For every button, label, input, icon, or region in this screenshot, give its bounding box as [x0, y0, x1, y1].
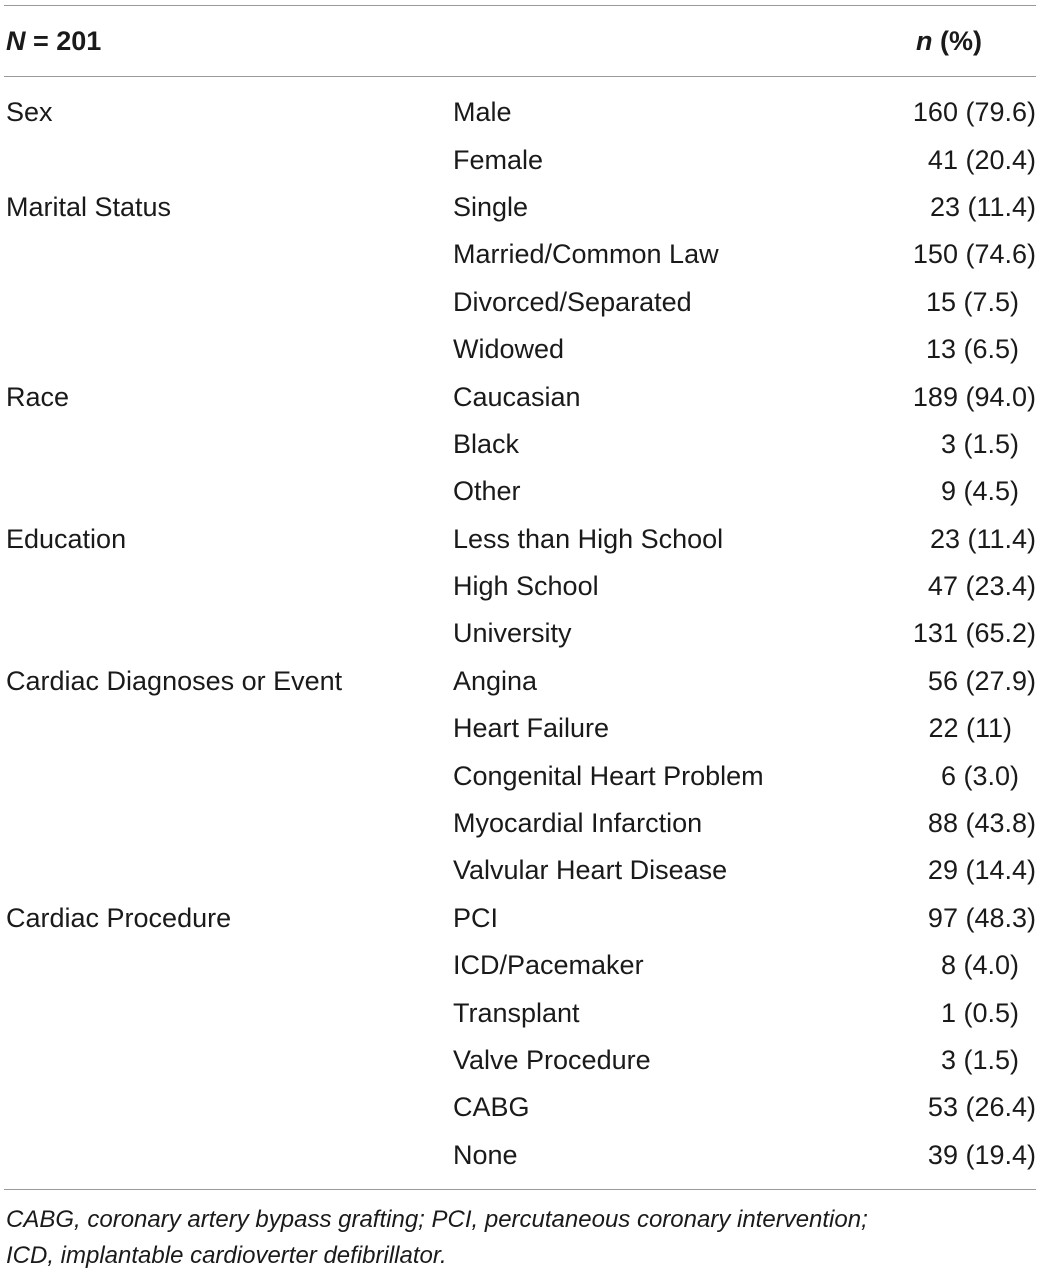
sample-size-value: = 201: [25, 25, 102, 56]
table-row: [4, 326, 1036, 373]
row-category: Cardiac Diagnoses or Event: [6, 665, 343, 696]
table-row: [4, 1037, 1036, 1084]
row-value: 9 (4.5): [940, 476, 1019, 507]
row-item: PCI: [453, 902, 499, 933]
row-item: Valvular Heart Disease: [453, 855, 728, 886]
row-item: Black: [453, 428, 520, 459]
table-row: [4, 1084, 1036, 1131]
table-header-row: [4, 6, 1036, 76]
table-row: [4, 800, 1036, 847]
row-item: Heart Failure: [453, 713, 610, 744]
row-category: Marital Status: [6, 191, 172, 222]
row-value: 15 (7.5): [925, 286, 1019, 317]
row-category: Sex: [6, 97, 53, 128]
row-value: 23 (11.4): [929, 523, 1036, 554]
row-item: None: [453, 1139, 518, 1170]
table-row: [4, 563, 1036, 610]
table-row: [4, 231, 1036, 278]
row-value: 53 (26.4): [927, 1092, 1036, 1123]
row-value: 22 (11): [928, 713, 1012, 744]
row-item: ICD/Pacemaker: [453, 950, 644, 981]
row-value: 6 (3.0): [940, 760, 1019, 791]
table-row: [4, 610, 1036, 657]
table-row: [4, 279, 1036, 326]
demographics-table: [4, 5, 1036, 1274]
row-value: 88 (43.8): [927, 808, 1036, 839]
row-item: Female: [453, 144, 544, 175]
count-symbol: n: [916, 25, 933, 56]
row-value: 56 (27.9): [927, 665, 1036, 696]
row-category: Race: [6, 381, 70, 412]
table-row: [4, 942, 1036, 989]
table-row: [4, 895, 1036, 942]
row-item: Married/Common Law: [453, 239, 719, 270]
row-item: University: [453, 618, 572, 649]
sample-size-header: [4, 26, 455, 57]
row-item: Other: [453, 476, 521, 507]
row-item: Less than High School: [453, 523, 724, 554]
row-value: 41 (20.4): [927, 144, 1036, 175]
row-item: Transplant: [453, 997, 580, 1028]
row-value: 131 (65.2): [912, 618, 1036, 649]
row-item: Male: [453, 97, 512, 128]
row-item: Divorced/Separated: [453, 286, 692, 317]
table-row: [4, 373, 1036, 420]
row-value: 1 (0.5): [940, 997, 1019, 1028]
row-value: 47 (23.4): [927, 571, 1036, 602]
row-value: 160 (79.6): [912, 97, 1036, 128]
table-row: [4, 89, 1036, 136]
table-row: [4, 658, 1036, 705]
table-row: [4, 136, 1036, 183]
row-item: Caucasian: [453, 381, 581, 412]
row-item: Widowed: [453, 334, 565, 365]
row-value: 8 (4.0): [940, 950, 1019, 981]
table-row: [4, 705, 1036, 752]
row-value: 97 (48.3): [927, 902, 1036, 933]
table-row: [4, 184, 1036, 231]
row-item: Congenital Heart Problem: [453, 760, 764, 791]
table-row: [4, 752, 1036, 799]
row-item: Single: [453, 191, 529, 222]
count-percent-header: [455, 26, 1036, 57]
sample-size-symbol: N: [6, 25, 26, 56]
row-item: Myocardial Infarction: [453, 808, 703, 839]
row-value: 23 (11.4): [929, 191, 1036, 222]
footnote-line-2: ICD, implantable cardioverter defibrillator.: [6, 1241, 447, 1269]
row-category: Education: [6, 523, 127, 554]
percent-label: (%): [932, 25, 982, 56]
row-category: Cardiac Procedure: [6, 902, 232, 933]
row-value: 189 (94.0): [912, 381, 1036, 412]
row-value: 3 (1.5): [940, 1045, 1019, 1075]
table-body: [4, 77, 1036, 1189]
table-footnote: [4, 1190, 1036, 1274]
table-row: [4, 421, 1036, 468]
row-value: 150 (74.6): [912, 239, 1036, 270]
table-row: [4, 847, 1036, 894]
row-item: Valve Procedure: [453, 1045, 651, 1075]
row-item: Angina: [453, 665, 538, 696]
table-row: [4, 989, 1036, 1036]
row-value: 39 (19.4): [927, 1139, 1036, 1170]
table-row: [4, 468, 1036, 515]
row-item: CABG: [453, 1092, 530, 1123]
row-value: 3 (1.5): [940, 428, 1019, 459]
row-item: High School: [453, 571, 599, 602]
footnote-line-1: CABG, coronary artery bypass grafting; PCI, percutaneous coronary intervention;: [6, 1205, 868, 1233]
row-value: 29 (14.4): [927, 855, 1036, 886]
table-row: [4, 1132, 1036, 1179]
row-value: 13 (6.5): [925, 334, 1019, 365]
table-row: [4, 516, 1036, 563]
